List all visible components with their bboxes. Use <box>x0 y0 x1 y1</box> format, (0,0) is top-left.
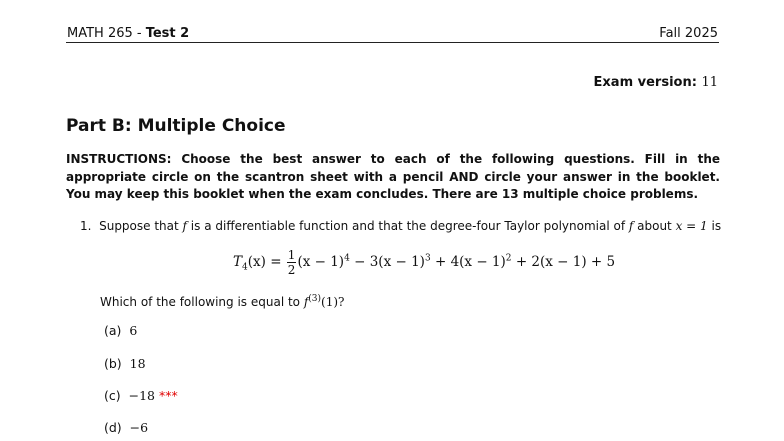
exam-version-label: Exam version: <box>593 75 697 90</box>
taylor-polynomial <box>233 248 615 277</box>
math-f: f <box>628 219 634 233</box>
option-value: −18 <box>128 388 155 403</box>
option-letter: (a) <box>104 323 122 338</box>
option-letter: (d) <box>104 420 122 435</box>
option-letter: (b) <box>104 356 122 371</box>
prompt-arg: (1)? <box>321 295 345 309</box>
stem-part: Suppose that <box>99 219 183 233</box>
option-value: 6 <box>129 323 138 338</box>
term-label: Fall 2025 <box>659 26 718 41</box>
exam-version <box>594 75 718 90</box>
correct-answer-mark: *** <box>158 388 178 403</box>
option-c[interactable] <box>104 388 178 403</box>
option-letter: (c) <box>104 388 121 403</box>
stem-part: is a differentiable function and that the degree-four Taylor polynomial of <box>186 219 629 233</box>
prompt-sup: (3) <box>308 294 322 304</box>
eq-frac-den: 2 <box>287 263 296 277</box>
eq-lhs: T <box>233 254 243 270</box>
course-header <box>67 26 189 41</box>
option-d[interactable] <box>104 420 148 435</box>
exam-version-value: 11 <box>701 75 718 90</box>
eq-term3: + 4(x − 1) <box>430 254 506 270</box>
test-name: Test 2 <box>145 26 190 41</box>
eq-lhs-sub: 4 <box>242 262 248 273</box>
section-title: Part B: Multiple Choice <box>66 116 286 136</box>
math-f: f <box>182 219 187 233</box>
eq-lhs-arg: (x) = <box>247 254 282 270</box>
prompt-text: Which of the following is equal to <box>100 295 304 309</box>
instructions-text: Choose the best answer to each of the following questions. Fill in the appropriate circle on the scantron sheet with a pencil AND circle your answer in the booklet. You may keep this booklet when the exam concludes. There are 13 multiple choice problems. <box>66 152 720 201</box>
instructions-label: INSTRUCTIONS: <box>66 152 172 166</box>
eq-exp2: 3 <box>424 253 431 264</box>
question-1-prompt <box>100 294 344 309</box>
instructions <box>66 151 720 204</box>
option-a[interactable] <box>104 323 137 338</box>
question-number: 1. <box>80 219 92 233</box>
eq-frac-num: 1 <box>287 248 296 262</box>
option-b[interactable] <box>104 356 146 371</box>
option-value: 18 <box>129 356 146 371</box>
header-rule <box>66 42 719 43</box>
eq-fraction <box>287 248 297 277</box>
course-code: MATH 265 - <box>67 26 146 41</box>
prompt-f: f <box>303 295 309 309</box>
eq-exp1: 4 <box>344 253 350 264</box>
eq-exp3: 2 <box>505 253 512 264</box>
question-1-stem <box>80 219 721 233</box>
stem-part: is <box>707 219 722 233</box>
eq-term1: (x − 1) <box>297 254 345 270</box>
eq-term4: + 2(x − 1) + 5 <box>511 254 616 270</box>
stem-part: about <box>633 219 676 233</box>
option-value: −6 <box>129 420 149 435</box>
math-x-eq-1: x = 1 <box>675 219 708 233</box>
eq-term2: − 3(x − 1) <box>349 254 425 270</box>
